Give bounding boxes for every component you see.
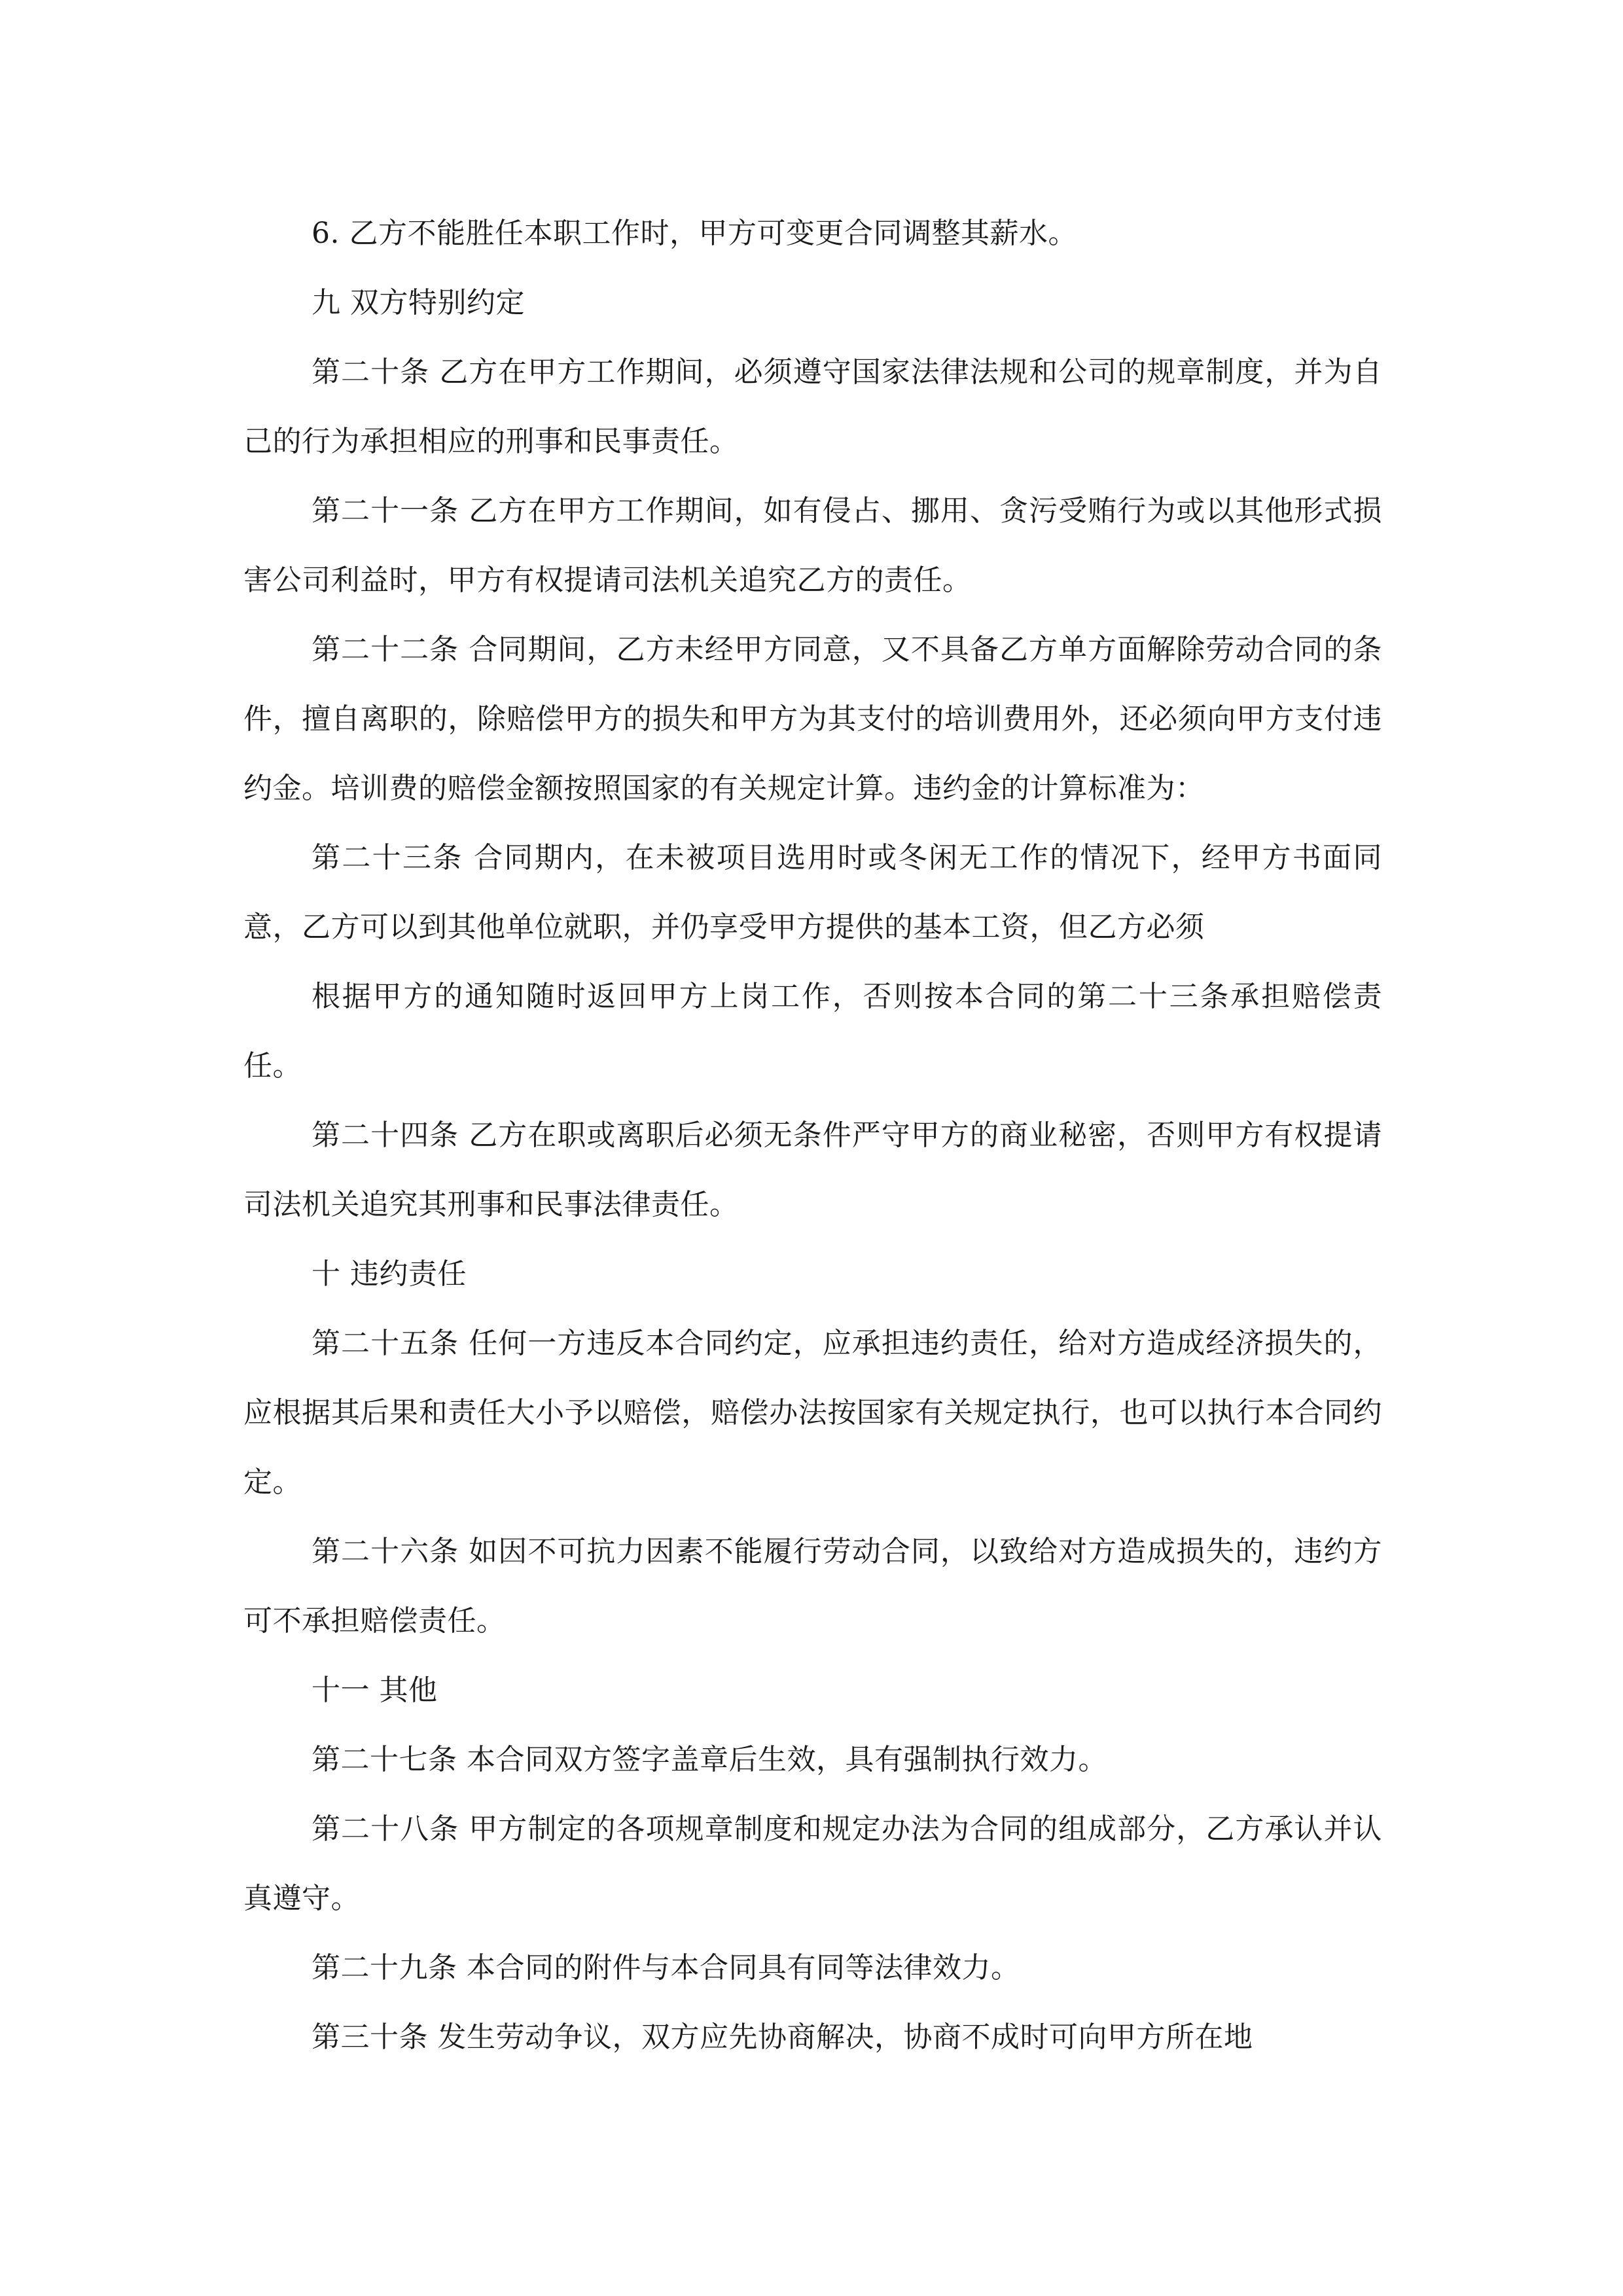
paragraph-article-26: 第二十六条 如因不可抗力因素不能履行劳动合同，以致给对方造成损失的，违约方可不承担赔偿责任。	[243, 1535, 1382, 1638]
paragraph-clause-6: 6. 乙方不能胜任本职工作时，甲方可变更合同调整其薪水。	[312, 217, 1077, 250]
paragraph-article-24: 第二十四条 乙方在职或离职后必须无条件严守甲方的商业秘密，否则甲方有权提请司法机关追究其刑事和民事法律责任。	[243, 1119, 1382, 1221]
paragraph-article-22: 第二十二条 合同期间，乙方未经甲方同意，又不具备乙方单方面解除劳动合同的条件，擅自离职的，除赔偿甲方的损失和甲方为其支付的培训费用外，还必须向甲方支付违约金。培训费的赔偿金额按照国家的有关规定计算。违约金的计算标准为：	[243, 633, 1382, 805]
paragraph-article-25: 第二十五条 任何一方违反本合同约定，应承担违约责任，给对方造成经济损失的，应根据其后果和责任大小予以赔偿，赔偿办法按国家有关规定执行，也可以执行本合同约定。	[243, 1327, 1382, 1499]
paragraph-article-20: 第二十条 乙方在甲方工作期间，必须遵守国家法律法规和公司的规章制度，并为自己的行为承担相应的刑事和民事责任。	[243, 355, 1382, 458]
document-body	[243, 199, 1382, 2072]
paragraph-article-27: 第二十七条 本合同双方签字盖章后生效，具有强制执行效力。	[312, 1743, 1107, 1776]
paragraph-article-23-continued: 根据甲方的通知随时返回甲方上岗工作，否则按本合同的第二十三条承担赔偿责任。	[243, 980, 1382, 1083]
paragraph-article-30: 第三十条 发生劳动争议，双方应先协商解决，协商不成时可向甲方所在地	[312, 2020, 1253, 2054]
paragraph-article-28: 第二十八条 甲方制定的各项规章制度和规定办法为合同的组成部分，乙方承认并认真遵守。	[243, 1812, 1382, 1915]
paragraph-article-29: 第二十九条 本合同的附件与本合同具有同等法律效力。	[312, 1951, 1020, 1984]
paragraph-article-23: 第二十三条 合同期内，在未被项目选用时或冬闲无工作的情况下，经甲方书面同意，乙方可以到其他单位就职，并仍享受甲方提供的基本工资，但乙方必须	[243, 841, 1382, 944]
section-heading-9: 九 双方特别约定	[312, 286, 525, 319]
paragraph-article-21: 第二十一条 乙方在甲方工作期间，如有侵占、挪用、贪污受贿行为或以其他形式损害公司利益时，甲方有权提请司法机关追究乙方的责任。	[243, 494, 1382, 597]
section-heading-10: 十 违约责任	[312, 1257, 467, 1291]
section-heading-11: 十一 其他	[312, 1674, 438, 1707]
